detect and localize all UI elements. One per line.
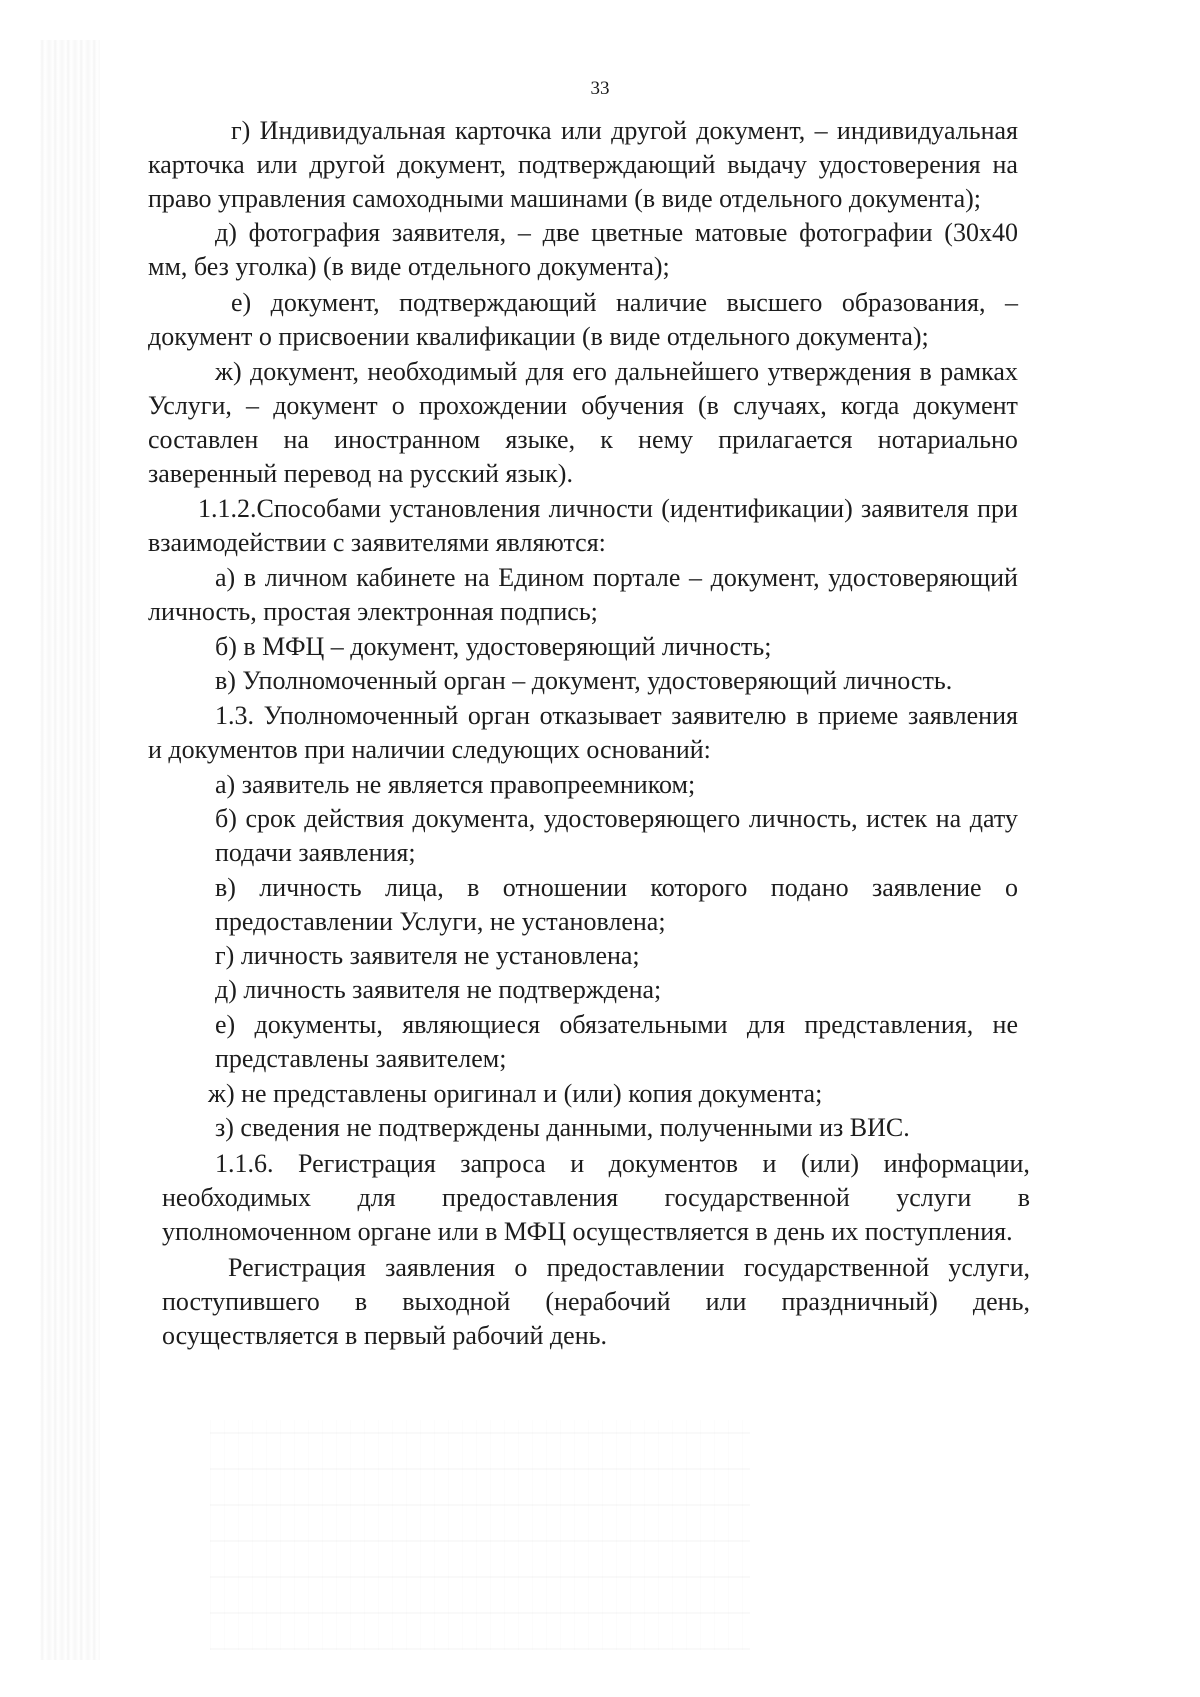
text-line: ж) не представлены оригинал и (или) копия документа; [208,1079,823,1108]
word: – [246,391,260,420]
word: – [814,116,828,145]
word: выходной [402,1287,511,1316]
word: для [746,1010,786,1039]
text-line [215,806,1018,832]
word: необходимых [162,1183,312,1212]
word: в [796,701,809,730]
page-number: 33 [590,78,610,99]
word: удостоверяющего [543,804,741,833]
word: ж) [215,357,242,386]
word: при [977,494,1018,523]
text-line [162,1185,1030,1211]
word: прилагается [718,425,853,454]
text-line: документ о присвоении квалификации (в виде отдельного документа); [148,322,929,351]
word: о [391,391,405,420]
word: представления, [804,1010,974,1039]
word: или [256,150,298,179]
word: подтверждающий [399,288,597,317]
word: предоставлении [546,1253,725,1282]
word: о [514,1253,528,1282]
word: запроса [460,1149,546,1178]
word: кабинете [356,563,456,592]
text-line [215,1151,1030,1177]
word: подтверждающий [517,150,716,179]
text-line: мм, без уголка) (в виде отдельного документа); [148,252,670,281]
word: образования, [841,288,986,317]
word: – [517,218,531,247]
word: Уполномоченный [263,701,459,730]
text-line [231,290,1018,316]
word: иностранном [334,425,481,454]
text-line [215,359,1018,385]
word: или [705,1287,747,1316]
text-line [231,118,1018,144]
word: приеме [817,701,899,730]
text-line: а) заявитель не является правопреемником; [215,770,696,799]
text-line: личность, простая электронная подпись; [148,597,598,626]
word: день, [972,1287,1030,1316]
word: документ, [696,116,806,145]
word: е) [215,1010,236,1039]
text-line [198,496,1018,522]
word: праздничный) [781,1287,938,1316]
word: другой [309,150,386,179]
word: на [464,563,490,592]
word: в [354,1287,368,1316]
word: отказывает [539,701,662,730]
text-line [215,703,1018,729]
word: услуги, [948,1253,1030,1282]
word: документов [608,1149,739,1178]
text-line: заверенный перевод на русский язык). [148,459,573,488]
text-line: предоставлении Услуги, не установлена; [215,907,666,936]
word: обучения [581,391,684,420]
word: документ, [710,563,820,592]
text-line: подачи заявления; [215,838,416,867]
word: услуги [896,1183,972,1212]
word: когда [840,391,900,420]
word: дальнейшего [615,357,760,386]
word: нотариально [877,425,1018,454]
word: или [560,116,602,145]
word: 1.1.6. [215,1149,274,1178]
word: необходимый [367,357,518,386]
word: е) [231,288,252,317]
word: высшего [726,288,823,317]
text-line: г) личность заявителя не установлена; [215,941,640,970]
text-line [215,1012,1018,1038]
word: удостоверяющий [828,563,1018,592]
word: истек [866,804,928,833]
word: другой [611,116,687,145]
text-line [162,1289,1030,1315]
word: срок [245,804,296,833]
word: (нерабочий [545,1287,671,1316]
word: прохождении [418,391,568,420]
word: обязательными [559,1010,728,1039]
word: документы, [254,1010,383,1039]
word: Индивидуальная [259,116,446,145]
text-line [215,875,1018,901]
word: индивидуальная [836,116,1018,145]
word: не [992,1010,1018,1039]
word: заявления [907,701,1018,730]
word: нему [638,425,694,454]
word: подано [770,873,849,902]
word: составлен [148,425,259,454]
word: в [919,357,932,386]
word: на [935,804,962,833]
scan-edge-artifact [40,40,100,1660]
text-line: представлены заявителем; [215,1044,507,1073]
text-line: право управления самоходными машинами (в виде отдельного документа); [148,184,982,213]
word: документ, [270,288,380,317]
word: для [525,357,564,386]
word: которого [650,873,748,902]
word: документ [913,391,1018,420]
word: Регистрация [298,1149,436,1178]
word: являющиеся [402,1010,541,1039]
word: государственной [664,1183,850,1212]
word: государственной [743,1253,930,1282]
word: информации, [883,1149,1030,1178]
text-line [215,220,1018,246]
word: 1.1.2.Способами [198,494,382,523]
text-line [148,152,1018,178]
word: заявителя [861,494,969,523]
text-line [228,1255,1030,1281]
word: (30х40 [944,218,1018,247]
text-line: уполномоченном органе или в МФЦ осуществляется в день их поступления. [162,1217,1013,1246]
word: заявителю [671,701,787,730]
word: утверждения [767,357,912,386]
word: г) [231,116,251,145]
word: цветные [591,218,684,247]
word: дату [969,804,1018,833]
word: документ, [250,357,359,386]
word: и [762,1149,777,1178]
word: предоставления [442,1183,619,1212]
word: наличие [615,288,708,317]
text-line [215,565,1018,591]
word: документа, [412,804,536,833]
text-line: и документов при наличии следующих оснований: [148,735,711,764]
word: и [570,1149,585,1178]
word: Регистрация [228,1253,366,1282]
word: фотографии [799,218,933,247]
word: на [283,425,309,454]
text-line: взаимодействии с заявителями являются: [148,528,606,557]
word: документ, [397,150,507,179]
word: карточка [454,116,552,145]
word: б) [215,804,237,833]
word: выдачу [727,150,807,179]
word: 1.3. [215,701,254,730]
word: поступившего [162,1287,320,1316]
word: заявление [872,873,982,902]
word: удостоверения [818,150,981,179]
word: две [542,218,580,247]
word: рамках [940,357,1018,386]
word: его [572,357,607,386]
text-line [148,393,1018,419]
text-line: д) личность заявителя не подтверждена; [215,975,662,1004]
text-line: осуществляется в первый рабочий день. [162,1321,607,1350]
word: личном [264,563,348,592]
word: действия [304,804,404,833]
word: установления [389,494,541,523]
word: документ [273,391,378,420]
word: фотография [248,218,381,247]
word: карточка [148,150,245,179]
word: (в [698,391,719,420]
text-line [148,427,1018,453]
word: заявителя, [391,218,507,247]
word: заявления [385,1253,496,1282]
scan-bleed-through [210,1420,750,1650]
word: портале [592,563,681,592]
word: лица, [384,873,444,902]
word: Услуги, [148,391,232,420]
word: (или) [800,1149,860,1178]
text-line: з) сведения не подтверждены данными, полученными из ВИС. [215,1113,910,1142]
word: на [992,150,1018,179]
word: о [1004,873,1018,902]
word: матовые [694,218,788,247]
word: а) [215,563,236,592]
word: личность [259,873,362,902]
word: отношении [502,873,628,902]
word: Едином [498,563,585,592]
word: к [600,425,613,454]
word: случаях, [733,391,827,420]
word: личности [548,494,653,523]
word: орган [467,701,531,730]
word: – [1004,288,1018,317]
word: в [243,563,257,592]
word: д) [215,218,237,247]
word: – [689,563,703,592]
word: языке, [505,425,576,454]
text-line: в) Уполномоченный орган – документ, удостоверяющий личность. [215,666,953,695]
text-line: б) в МФЦ – документ, удостоверяющий личность; [215,632,772,661]
word: в [1017,1183,1030,1212]
word: в [467,873,480,902]
word: личность, [748,804,858,833]
word: для [357,1183,396,1212]
word: в) [215,873,236,902]
word: (идентификации) [661,494,853,523]
